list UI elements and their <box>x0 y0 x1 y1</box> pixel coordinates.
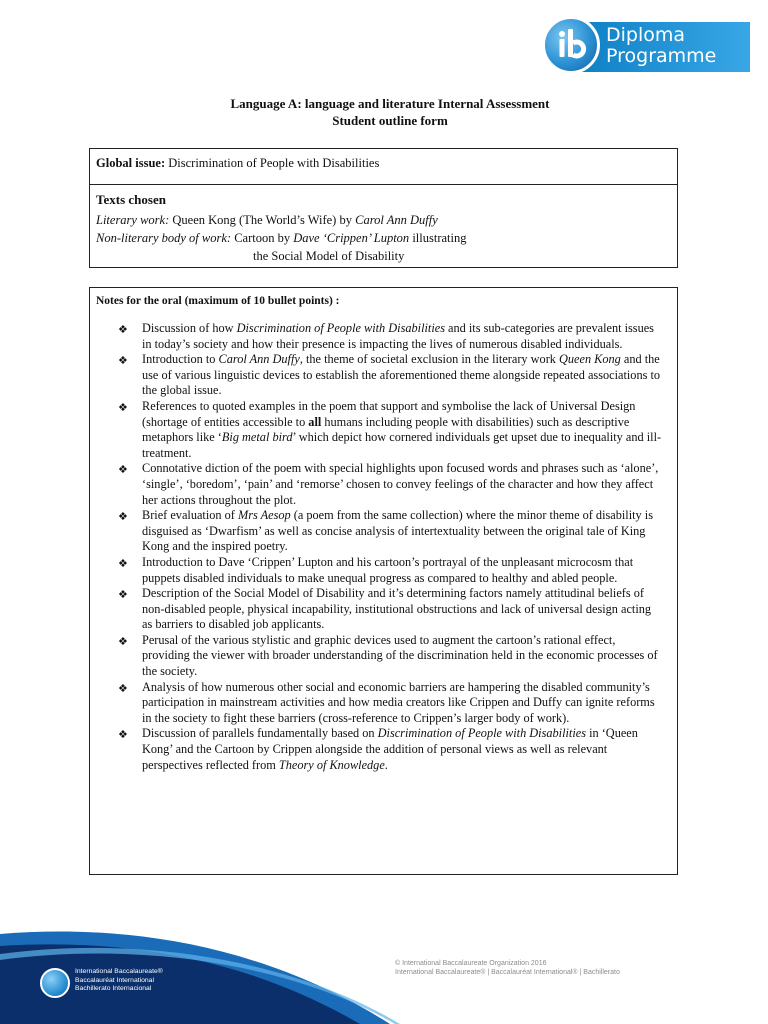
non-literary-author: Dave ‘Crippen’ Lupton <box>293 231 410 245</box>
note-italic: Discrimination of People with Disabilities <box>377 726 586 741</box>
texts-chosen-section <box>90 185 677 265</box>
list-item <box>118 352 663 399</box>
copyright-line-2: International Baccalaureate® | Baccalauréat International® | Bachillerato <box>395 969 620 976</box>
note-italic: Queen Kong <box>559 352 621 367</box>
note-text: . <box>384 757 388 772</box>
note-text: (a poem from the same collection) where the minor theme of disability is disguised as ‘Dwarfism’ as well as concise analysis of intertextuality between the original tale of King Kong and the inspired poetry. <box>142 508 653 554</box>
global-issue-value: Discrimination of People with Disabilities <box>165 156 380 170</box>
note-bold: all <box>308 414 322 429</box>
title-line-1: Language A: language and literature Internal Assessment <box>230 96 550 111</box>
note-text: , the theme of societal exclusion in the literary work <box>299 352 560 367</box>
note-text: Description of the Social Model of Disability and it’s determining factors namely attitudinal beliefs of non-disabled people, physical incapability, institutional obstructions and lack of universal design acting as barriers to disabled job applicants. <box>142 586 652 632</box>
list-item <box>118 586 663 633</box>
list-item <box>118 508 663 555</box>
notes-list <box>96 321 671 773</box>
note-text: References to quoted examples in the poem that support and symbolise the lack of Universal Design (shortage of entities accessible to <box>142 398 636 429</box>
ib-diploma-logo <box>540 16 750 78</box>
note-italic: Theory of Knowledge <box>278 757 385 772</box>
non-literary-work-label: Non-literary body of work: <box>96 231 232 245</box>
diamond-bullet-icon: ❖ <box>118 681 128 695</box>
note-text: Introduction to Dave ‘Crippen’ Lupton and his cartoon’s portrayal of the unpleasant microcosm that puppets disabled individuals to make unequal progress as compared to healthy and abled people. <box>142 554 634 585</box>
notes-heading: Notes for the oral (maximum of 10 bullet points) : <box>96 295 340 307</box>
texts-chosen-heading: Texts chosen <box>96 192 166 207</box>
note-text: and its sub-categories are prevalent issues in today’s society and how their presence is impacting the lives of numerous disabled individuals. <box>142 321 654 351</box>
global-issue-row <box>90 149 677 185</box>
list-item <box>118 726 663 773</box>
copyright-line-1: © International Baccalaureate Organization 2016 <box>395 960 547 967</box>
note-text: Analysis of how numerous other social and economic barriers are hampering the disabled community’s participation in mainstream activities and how media creators like Crippen and Duffy can ignite reforms in the society to fight these barriers (cross-reference to Crippen’s larger body of work). <box>142 679 655 725</box>
list-item <box>118 398 663 461</box>
footer <box>0 924 768 1024</box>
list-item <box>118 461 663 508</box>
literary-work-author: Carol Ann Duffy <box>355 213 438 227</box>
title-line-2: Student outline form <box>332 113 448 128</box>
note-text: Connotative diction of the poem with special highlights upon focused words and phrases such as ‘alone’, ‘single’, ‘boredom’, ‘pain’ and ‘remorse’ chosen to convey feelings of the character and how they affect her actions throughout the plot. <box>142 461 659 507</box>
literary-work-label: Literary work: <box>96 213 170 227</box>
non-literary-post: illustrating <box>409 231 467 245</box>
ib-small-logo-icon <box>40 968 70 998</box>
note-text: Discussion of how <box>142 321 237 335</box>
non-literary-pre: Cartoon by <box>231 231 294 245</box>
diamond-bullet-icon: ❖ <box>118 323 128 336</box>
list-item <box>118 554 663 586</box>
list-item <box>118 321 663 352</box>
ib-name-line-1: International Baccalaureate® <box>75 968 163 975</box>
note-text: Perusal of the various stylistic and graphic devices used to augment the cartoon’s rational effect, providing the viewer with broader understanding of the discrimination held in the economic processes of the society. <box>142 632 658 679</box>
diamond-bullet-icon: ❖ <box>118 463 128 477</box>
document-title <box>0 95 768 129</box>
note-text: Brief evaluation of <box>142 508 238 523</box>
note-text: humans including people with disabilities) such as descriptive metaphors like ‘ <box>142 414 630 445</box>
note-text: in ‘Queen Kong’ and the Cartoon by Crippen alongside the addition of personal views as well as relevant perspectives reflected from <box>142 726 638 772</box>
note-italic: Carol Ann Duffy <box>218 352 300 367</box>
diamond-bullet-icon: ❖ <box>118 510 128 524</box>
literary-work-line <box>96 211 671 229</box>
note-italic: Discrimination of People with Disabilities <box>236 321 445 335</box>
ib-organization-name <box>75 968 163 994</box>
non-literary-line-2: the Social Model of Disability <box>253 249 405 263</box>
diamond-bullet-icon: ❖ <box>118 728 128 742</box>
ib-name-line-2: Baccalauréat International <box>75 976 154 984</box>
diamond-bullet-icon: ❖ <box>118 354 128 368</box>
note-italic: Mrs Aesop <box>237 508 291 523</box>
global-issue-label: Global issue: <box>96 156 166 170</box>
ib-emblem-icon <box>542 16 600 74</box>
diamond-bullet-icon: ❖ <box>118 634 128 648</box>
copyright-notice <box>395 959 620 977</box>
literary-work-title: Queen Kong (The World’s Wife) by <box>169 213 356 227</box>
note-italic: Big metal bird <box>221 430 293 445</box>
texts-box <box>89 148 678 268</box>
logo-text <box>606 25 716 67</box>
note-text: Discussion of parallels fundamentally based on <box>142 726 378 741</box>
diamond-bullet-icon: ❖ <box>118 400 128 414</box>
oral-notes-box <box>89 287 678 875</box>
list-item <box>118 679 663 727</box>
diamond-bullet-icon: ❖ <box>118 588 128 602</box>
diamond-bullet-icon: ❖ <box>118 556 128 570</box>
ib-name-line-3: Bachillerato Internacional <box>75 985 152 992</box>
non-literary-work-line <box>96 229 671 247</box>
list-item <box>118 632 663 680</box>
logo-line-2: Programme <box>606 45 717 67</box>
note-text: ’ which depict how cornered individuals get upset due to inequality and ill-treatment. <box>142 430 662 460</box>
logo-line-1: Diploma <box>606 24 686 46</box>
note-text: and the use of various linguistic devices to establish the aforementioned theme alongside repeated associations to the global issue. <box>142 352 661 398</box>
note-text: Introduction to <box>142 352 219 367</box>
